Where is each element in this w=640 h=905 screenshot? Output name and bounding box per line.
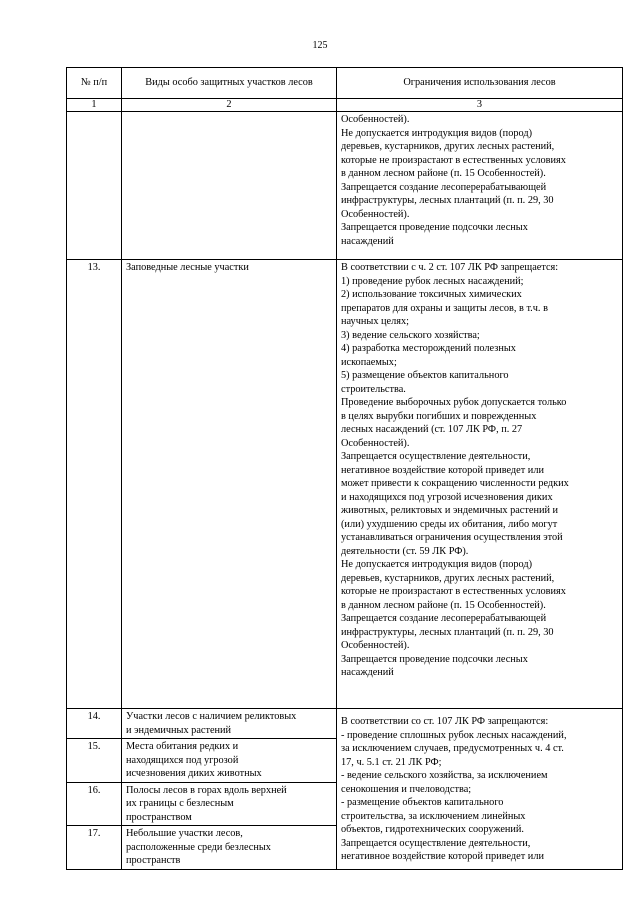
row-number: 17. [67, 826, 122, 870]
text-line: В соответствии с ч. 2 ст. 107 ЛК РФ запрещается: [341, 262, 559, 273]
text-line: Запрещается создание лесоперерабатывающей [341, 181, 547, 193]
text-line: в целях вырубки погибших и поврежденных [341, 410, 537, 422]
text-line: Запрещается проведение подсочки лесных [341, 222, 528, 233]
text-line: в данном лесном районе (п. 15 Особенностей). [341, 168, 546, 179]
text-line: - ведение сельского хозяйства, за исключением [341, 770, 548, 781]
text-line: препаратов для охраны и защиты лесов, в т.ч. в [341, 302, 548, 314]
restrictions-table [66, 67, 623, 870]
text-line: за исключением случаев, предусмотренных ч. 4 ст. [341, 743, 564, 754]
text-line: деревьев, кустарников, других лесных растений, [341, 141, 555, 152]
text-line: насаждений [341, 667, 394, 678]
text-line: строительства. [341, 383, 406, 395]
text-line: Небольшие участки лесов, [126, 828, 243, 839]
text-line: (или) ухудшению среды их обитания, либо могут [341, 518, 558, 530]
text-line: В соответствии со ст. 107 ЛК РФ запрещаются: [341, 716, 549, 727]
text-line: лесных насаждений (ст. 107 ЛК РФ, п. 27 [341, 424, 523, 435]
text-line: объектов, гидротехнических сооружений. [341, 824, 525, 835]
text-line: 17, ч. 5.1 ст. 21 ЛК РФ; [341, 756, 442, 768]
text-line: 3) ведение сельского хозяйства; [341, 329, 480, 341]
group-restrictions [337, 709, 623, 870]
text-line: Места обитания редких и [126, 741, 239, 752]
text-line: Запрещается создание лесоперерабатывающей [341, 613, 547, 624]
column-number-2: 2 [122, 99, 337, 112]
row-forest-type [122, 112, 337, 260]
text-line: негативное воздействие которой приведет или [341, 464, 544, 476]
text-line: Не допускается интродукция видов (пород) [341, 127, 533, 139]
text-line: - проведение сплошных рубок лесных насаждений, [341, 729, 567, 741]
text-line: Особенностей). [341, 640, 410, 651]
text-line: расположенные среди безлесных [126, 841, 271, 853]
text-line: исчезновения диких животных [126, 768, 262, 779]
column-number-3: 3 [337, 99, 623, 112]
row-restrictions [337, 260, 623, 709]
text-line: Запрещается осуществление деятельности, [341, 451, 531, 462]
text-line: Особенностей). [341, 437, 410, 449]
text-line: Не допускается интродукция видов (пород) [341, 559, 533, 570]
text-line: животных, реликтовых и эндемичных растений и [341, 505, 559, 516]
header-number: № п/п [67, 68, 122, 99]
text-line: Участки лесов с наличием реликтовых [126, 711, 297, 722]
text-line: находящихся под угрозой [126, 754, 239, 766]
text-line: Запрещается проведение подсочки лесных [341, 653, 528, 665]
header-forest-type: Виды особо защитных участков лесов [122, 68, 337, 99]
text-line: пространств [126, 855, 181, 866]
text-line: сенокошения и пчеловодства; [341, 783, 472, 795]
row-forest-type [122, 709, 337, 739]
text-line: негативное воздействие которой приведет или [341, 851, 544, 862]
table-row [67, 112, 623, 260]
text-line: деятельности (ст. 59 ЛК РФ). [341, 545, 469, 557]
text-line: 2) использование токсичных химических [341, 289, 522, 300]
text-line: Особенностей). [341, 208, 410, 220]
text-line: Запрещается осуществление деятельности, [341, 837, 531, 849]
text-line: 4) разработка месторождений полезных [341, 343, 516, 354]
text-line: и эндемичных растений [126, 724, 232, 736]
column-number-1: 1 [67, 99, 122, 112]
table-row [67, 709, 623, 739]
text-line: деревьев, кустарников, других лесных растений, [341, 572, 555, 584]
text-line: инфраструктуры, лесных плантаций (п. п. 29, 30 [341, 195, 554, 206]
row-restrictions [337, 112, 623, 260]
text-line: и находящихся под угрозой исчезновения диких [341, 491, 553, 503]
text-line: устанавливаться ограничения осуществления этой [341, 532, 563, 543]
row-forest-type: Заповедные лесные участки [122, 260, 337, 709]
text-line: - размещение объектов капитального [341, 797, 504, 808]
row-forest-type [122, 782, 337, 826]
text-line: насаждений [341, 235, 394, 247]
row-forest-type [122, 739, 337, 783]
row-number: 15. [67, 739, 122, 783]
text-line: их границы с безлесным [126, 798, 234, 809]
page-number: 125 [312, 40, 328, 51]
text-line: инфраструктуры, лесных плантаций (п. п. 29, 30 [341, 626, 554, 638]
text-line: пространством [126, 811, 192, 823]
text-line: в данном лесном районе (п. 15 Особенностей). [341, 599, 546, 611]
text-line: которые не произрастают в естественных условиях [341, 154, 566, 166]
table-header-row [67, 68, 623, 99]
text-line: Полосы лесов в горах вдоль верхней [126, 784, 287, 796]
text-line: 1) проведение рубок лесных насаждений; [341, 275, 524, 287]
row-number: 14. [67, 709, 122, 739]
text-line: Особенностей). [341, 114, 410, 125]
table-row [67, 260, 623, 709]
text-line: которые не произрастают в естественных условиях [341, 586, 566, 597]
row-number [67, 112, 122, 260]
text-line: научных целях; [341, 316, 410, 327]
row-number: 13. [67, 260, 122, 709]
column-numbers-row [67, 99, 623, 112]
text-line: Проведение выборочных рубок допускается только [341, 397, 567, 408]
row-number: 16. [67, 782, 122, 826]
text-line: может привести к сокращению численности редких [341, 478, 569, 489]
text-line: ископаемых; [341, 356, 397, 368]
header-restrictions: Ограничения использования лесов [337, 68, 623, 99]
row-forest-type [122, 826, 337, 870]
text-line: строительства, за исключением линейных [341, 810, 526, 822]
text-line: 5) размещение объектов капитального [341, 370, 509, 381]
